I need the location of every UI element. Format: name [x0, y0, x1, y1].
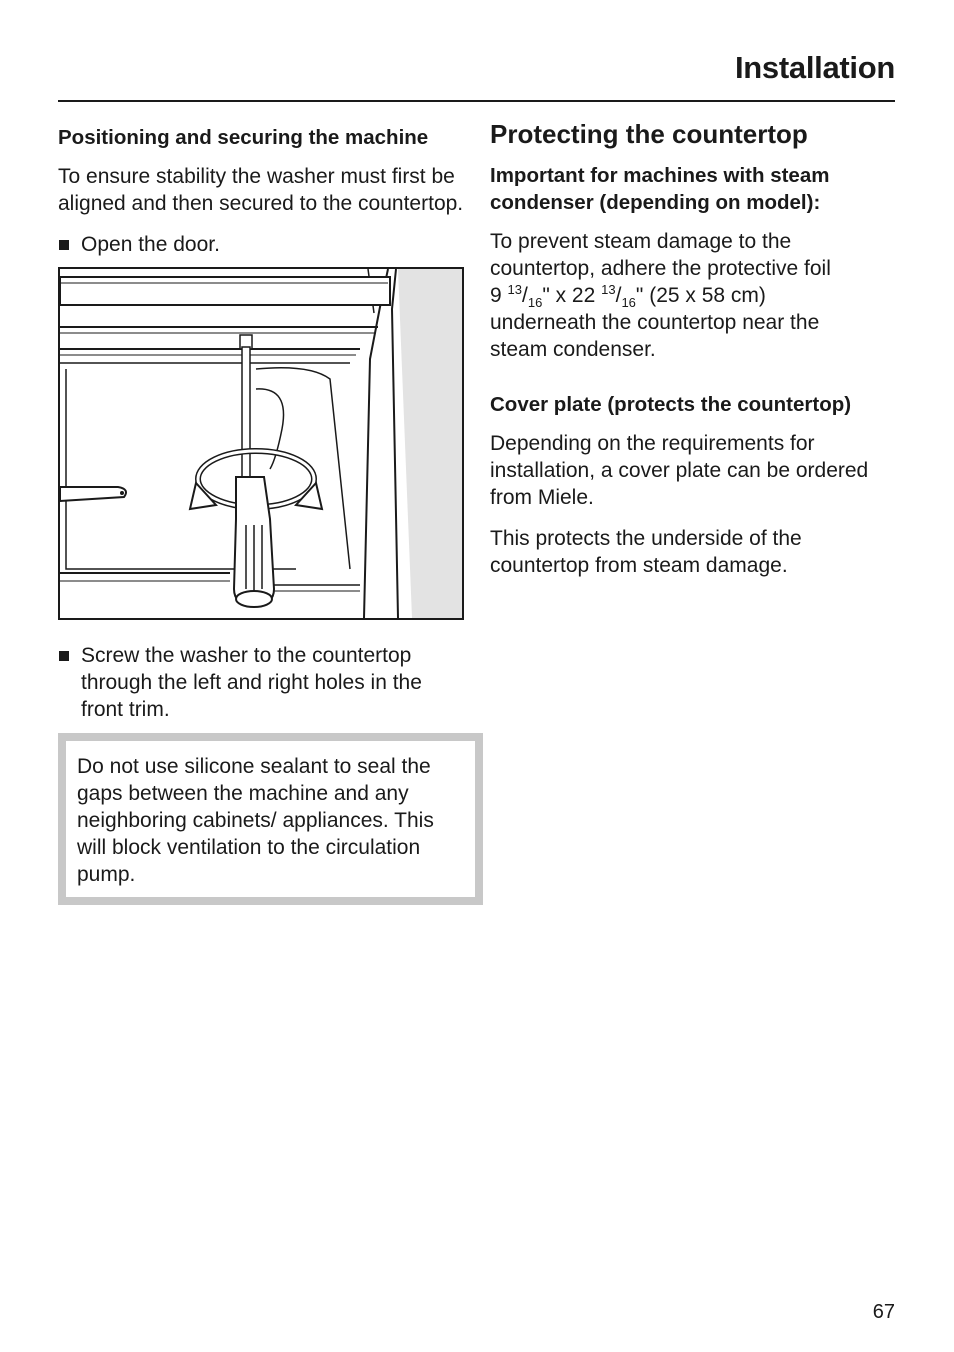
foil-dimension-a-numerator: 13 [507, 282, 522, 297]
foil-line-4: underneath the countertop near the [490, 311, 820, 334]
positioning-heading: Positioning and securing the machine [58, 126, 429, 149]
step-open-door-text: Open the door. [81, 233, 220, 256]
foil-line-5: steam condenser. [490, 338, 656, 361]
foil-dimension-tail: " (25 x 58 cm) [635, 284, 766, 307]
foil-dimension-b-numerator: 13 [601, 282, 616, 297]
steam-protection-paragraph: This protects the underside of the countertop from steam damage. [490, 527, 802, 577]
protective-foil-paragraph: To prevent steam damage to the countertop, adhere the protective foil 9 $^{13}/_{16}$" x 22 $^{13}/_{16}$" (25 x 58 cm) underneath the countertop near the steam condenser. [490, 230, 831, 361]
cover-plate-paragraph: Depending on the requirements for installation, a cover plate can be ordered from Miele. [490, 432, 869, 509]
door-screwdriver-illustration [60, 269, 462, 618]
step-screw-washer [58, 642, 466, 723]
foil-dimension-a-whole: 9 [490, 284, 502, 307]
installation-illustration [58, 267, 464, 620]
page-title: Installation [734, 50, 895, 85]
step-open-door [58, 231, 466, 258]
foil-dimension-b-denominator: 16 [621, 295, 636, 311]
protecting-countertop-title: Protecting the countertop [490, 119, 808, 149]
foil-dimension-a-denominator: 16 [527, 295, 543, 311]
header-divider [58, 100, 895, 102]
stability-paragraph: To ensure stability the washer must first be aligned and then secured to the countertop. [58, 165, 464, 215]
bullet-square-icon [59, 240, 69, 250]
left-column [58, 124, 466, 905]
step-screw-washer-text: Screw the washer to the countertop through the left and right holes in the front trim. [81, 644, 422, 721]
steam-condenser-heading: Important for machines with steam condenser (depending on model): [490, 164, 830, 214]
bullet-square-icon [59, 651, 69, 661]
foil-line-1: To prevent steam damage to the [490, 230, 792, 253]
right-column [490, 118, 900, 579]
page-number: 67 [872, 1301, 895, 1323]
cover-plate-heading: Cover plate (protects the countertop) [490, 393, 852, 416]
warning-note-box [58, 733, 483, 905]
silicone-warning-text: Do not use silicone sealant to seal the gaps between the machine and any neighboring cabinets/ appliances. This will block ventilation to the circulation pump. [77, 755, 434, 886]
foil-line-2: countertop, adhere the protective foil [490, 257, 831, 280]
foil-dimension-separator: " x 22 [542, 284, 596, 307]
